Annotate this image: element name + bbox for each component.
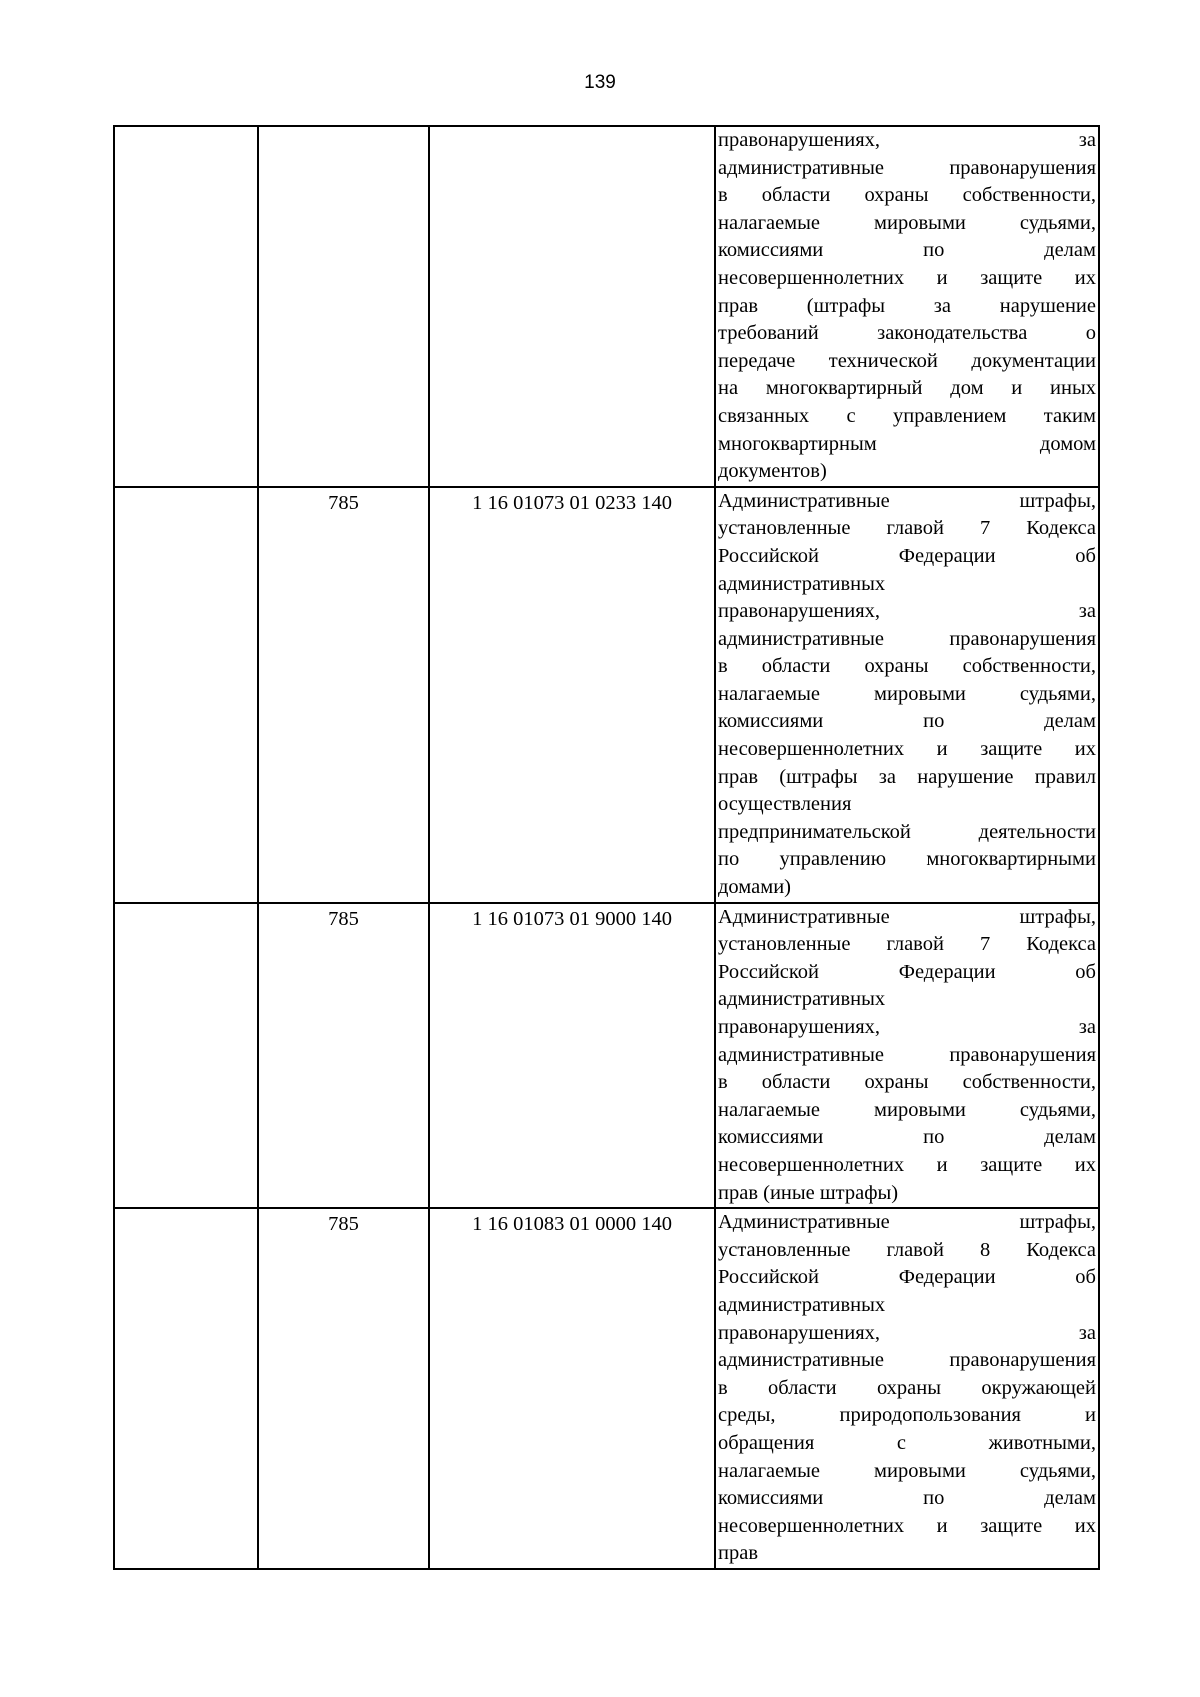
description-line: обращения с животными, bbox=[718, 1431, 1096, 1454]
description-line: правонарушениях, за bbox=[718, 1321, 1096, 1344]
description-line: комиссиями по делам bbox=[718, 1126, 1096, 1149]
description-line: Российской Федерации об bbox=[718, 544, 1096, 567]
description-line: налагаемые мировыми судьями, bbox=[718, 682, 1096, 705]
description-line: административные правонарушения bbox=[718, 1349, 1096, 1372]
empty-cell bbox=[114, 903, 258, 1209]
description-line: Административные штрафы, bbox=[718, 905, 1096, 928]
description-cell bbox=[715, 126, 1099, 487]
empty-cell bbox=[114, 487, 258, 903]
description-line: документов) bbox=[718, 460, 827, 483]
description-line: Российской Федерации об bbox=[718, 960, 1096, 983]
table-row bbox=[114, 126, 1099, 487]
description-line: среды, природопользования и bbox=[718, 1404, 1096, 1427]
description-cell bbox=[715, 1208, 1099, 1569]
description-line: прав bbox=[718, 1542, 758, 1565]
description-line: несовершеннолетних и защите их bbox=[718, 266, 1096, 289]
table-row bbox=[114, 487, 1099, 903]
description-line: несовершеннолетних и защите их bbox=[718, 1153, 1096, 1176]
description-line: по управлению многоквартирными bbox=[718, 848, 1096, 871]
description-line: правонарушениях, за bbox=[718, 129, 1096, 151]
page-number: 139 bbox=[584, 72, 616, 93]
description-line: связанных с управлением таким bbox=[718, 404, 1096, 427]
description-line: правонарушениях, за bbox=[718, 600, 1096, 623]
empty-cell bbox=[114, 1208, 258, 1569]
admin-code-cell bbox=[258, 126, 429, 487]
description-line: административные правонарушения bbox=[718, 627, 1096, 650]
admin-code-cell: 785 bbox=[258, 903, 429, 1209]
description-line: административных bbox=[718, 572, 886, 595]
description-line: в области охраны окружающей bbox=[718, 1376, 1096, 1399]
admin-code-cell: 785 bbox=[258, 487, 429, 903]
table-row bbox=[114, 1208, 1099, 1569]
budget-classification-table bbox=[113, 125, 1100, 1570]
description-line: домами) bbox=[718, 876, 791, 899]
description-line: административные правонарушения bbox=[718, 156, 1096, 179]
description-line: налагаемые мировыми судьями, bbox=[718, 1459, 1096, 1482]
description-line: правонарушениях, за bbox=[718, 1016, 1096, 1038]
description-line: прав (штрафы за нарушение bbox=[718, 294, 1096, 317]
description-line: многоквартирным домом bbox=[718, 432, 1096, 455]
description-line: комиссиями по делам bbox=[718, 710, 1096, 733]
description-line: в области охраны собственности, bbox=[718, 655, 1096, 678]
description-line: прав (иные штрафы) bbox=[718, 1181, 899, 1204]
admin-code-cell: 785 bbox=[258, 1208, 429, 1569]
description-line: прав (штрафы за нарушение правил bbox=[718, 765, 1096, 788]
kbk-code-cell bbox=[429, 126, 715, 487]
description-line: несовершеннолетних и защите их bbox=[718, 738, 1096, 761]
description-line: в области охраны собственности, bbox=[718, 1071, 1096, 1094]
description-line: Российской Федерации об bbox=[718, 1266, 1096, 1289]
description-line: установленные главой 7 Кодекса bbox=[718, 933, 1096, 956]
description-line: налагаемые мировыми судьями, bbox=[718, 1098, 1096, 1121]
table-row bbox=[114, 903, 1099, 1209]
description-line: налагаемые мировыми судьями, bbox=[718, 211, 1096, 234]
description-line: комиссиями по делам bbox=[718, 239, 1096, 262]
description-line: комиссиями по делам bbox=[718, 1487, 1096, 1510]
description-line: несовершеннолетних и защите их bbox=[718, 1514, 1096, 1537]
description-line: установленные главой 7 Кодекса bbox=[718, 517, 1096, 540]
description-line: административных bbox=[718, 1293, 886, 1316]
kbk-code-cell: 1 16 01083 01 0000 140 bbox=[429, 1208, 715, 1569]
description-line: в области охраны собственности, bbox=[718, 184, 1096, 207]
description-line: Административные штрафы, bbox=[718, 489, 1096, 512]
description-cell bbox=[715, 487, 1099, 903]
description-line: передаче технической документации bbox=[718, 349, 1096, 372]
description-line: осуществления bbox=[718, 793, 852, 816]
kbk-code-cell: 1 16 01073 01 0233 140 bbox=[429, 487, 715, 903]
description-line: предпринимательской деятельности bbox=[718, 820, 1096, 843]
empty-cell bbox=[114, 126, 258, 487]
description-line: Административные штрафы, bbox=[718, 1211, 1096, 1234]
description-cell bbox=[715, 903, 1099, 1209]
description-line: требований законодательства о bbox=[718, 322, 1096, 345]
description-line: административные правонарушения bbox=[718, 1043, 1096, 1066]
table-body bbox=[114, 126, 1099, 1569]
kbk-code-cell: 1 16 01073 01 9000 140 bbox=[429, 903, 715, 1209]
description-line: административных bbox=[718, 988, 886, 1011]
description-line: установленные главой 8 Кодекса bbox=[718, 1238, 1096, 1261]
description-line: на многоквартирный дом и иных bbox=[718, 377, 1096, 400]
